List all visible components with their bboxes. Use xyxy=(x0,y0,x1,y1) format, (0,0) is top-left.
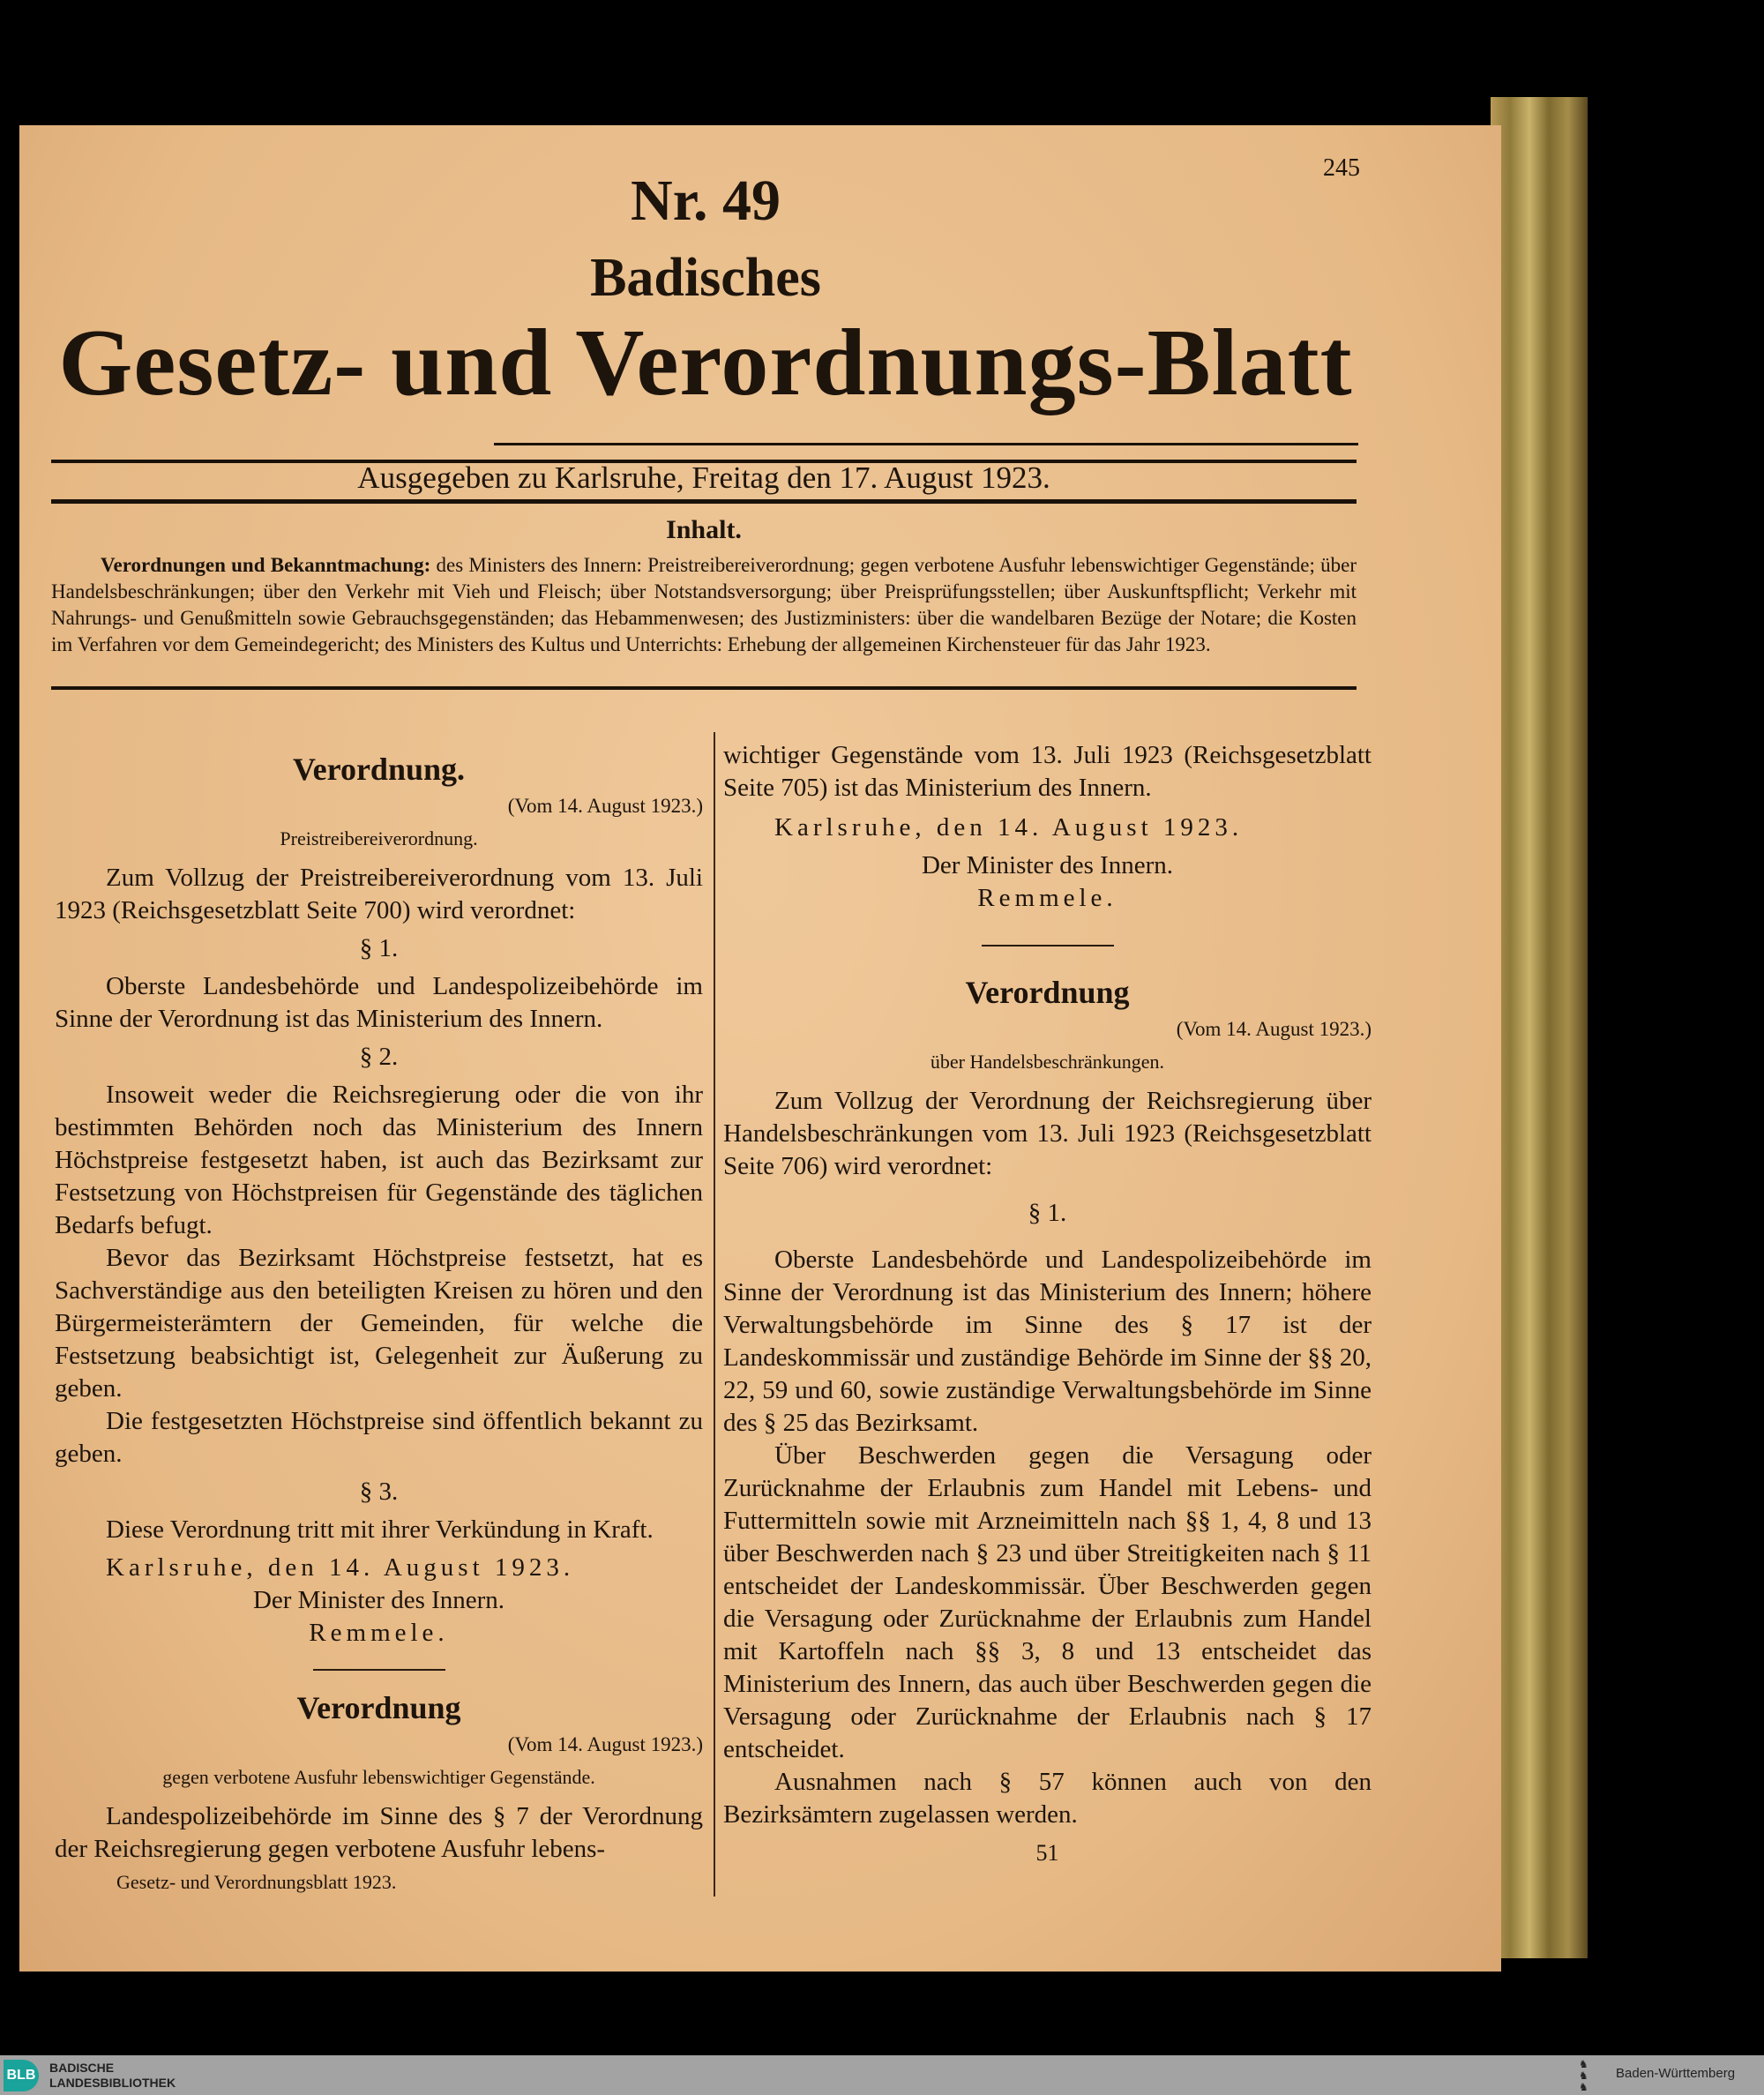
column-divider xyxy=(714,732,715,1897)
contents-lead: Verordnungen und Bekanntmachung: xyxy=(101,554,431,576)
section-mark: § 3. xyxy=(359,1478,399,1506)
paragraph: Landespolizeibehörde im Sinne des § 7 der Verordnung der Reichsregierung gegen verbotene Ausfuhr lebens- xyxy=(55,1802,703,1863)
minister: Der Minister des Innern. xyxy=(921,851,1174,879)
decree-title: Verordnung. xyxy=(292,752,466,787)
place-date: Karlsruhe, den 14. August 1923. xyxy=(106,1553,575,1582)
paragraph: Oberste Landesbehörde und Landespolizeibehörde im Sinne der Verordnung ist das Ministerium des Innern; höhere Verwaltungsbehörde im Sinne des § 17 ist der Landeskommissär und zuständige Behörde im Sinne der §§ 20, 22, 59 und 60, sowie zuständige Verwaltungsbehörde im Sinne des § 25 das Bezirksamt. xyxy=(723,1246,1372,1437)
book-edges xyxy=(1491,97,1588,1958)
title-line1: Badisches xyxy=(590,248,821,308)
paragraph: Insoweit weder die Reichsregierung oder die von ihr bestimmten Behörden noch das Ministerium des Innern Höchstpreise festgesetzt haben, ist auch das Bezirksamt zur Festsetzung von Höchstpreisen für Gegenstände des täglichen Bedarfs befugt. xyxy=(55,1081,703,1239)
library-name-1: BADISCHE xyxy=(49,2061,115,2075)
minister: Der Minister des Innern. xyxy=(252,1586,505,1614)
signature: Remmele. xyxy=(309,1619,449,1647)
paragraph: Die festgesetzten Höchstpreise sind öffentlich bekannt zu geben. xyxy=(55,1407,703,1468)
paragraph: Über Beschwerden gegen die Versagung oder Zurücknahme der Erlaubnis zum Handel mit Lebens- und Futtermitteln sowie mit Arzneimitteln nach §§ 1, 4, 8 und 13 über Beschwerden nach § 23 und über Streitigkeiten nach § 11 entscheidet der Landeskommissär. Über Beschwerden gegen die Versagung oder Zurücknahme der Erlaubnis zum Handel mit Kartoffeln nach §§ 3, 8 und 13 entscheidet das Ministerium des Innern, das auch über Beschwerden gegen die Versagung oder Zurücknahme der Erlaubnis nach § 17 entscheidet. xyxy=(723,1441,1372,1763)
decree-date: (Vom 14. August 1923.) xyxy=(507,1733,703,1755)
separator xyxy=(982,945,1114,946)
page-number: 245 xyxy=(1323,154,1360,182)
paragraph: Zum Vollzug der Verordnung der Reichsregierung über Handelsbeschränkungen vom 13. Juli 1923 (Reichsgesetzblatt Seite 706) wird verordnet: xyxy=(723,1087,1372,1180)
paragraph: Zum Vollzug der Preistreibereiverordnung vom 13. Juli 1923 (Reichsgesetzblatt Seite 700) wird verordnet: xyxy=(55,864,703,924)
issue-number: Nr. 49 xyxy=(631,168,781,233)
contents-heading: Inhalt. xyxy=(666,515,742,544)
left-column xyxy=(55,732,703,1898)
section-mark: § 1. xyxy=(1028,1199,1067,1227)
decree-subtitle: gegen verbotene Ausfuhr lebenswichtiger Gegenstände. xyxy=(162,1766,595,1788)
state-name[interactable]: Baden-Württemberg xyxy=(1616,2066,1736,2081)
viewer-footer xyxy=(0,2055,1764,2095)
decree-title: Verordnung xyxy=(965,975,1130,1010)
separator xyxy=(313,1669,445,1671)
decree-title: Verordnung xyxy=(296,1690,461,1725)
paragraph: Bevor das Bezirksamt Höchstpreise festsetzt, hat es Sachverständige aus den beteiligten Kreisen zu hören und den Bürgermeisterämtern der Gemeinden, für welche die Festsetzung beabsichtigt ist, Gelegenheit zur Äußerung zu geben. xyxy=(55,1244,703,1403)
issue-date: Ausgegeben zu Karlsruhe, Freitag den 17. August 1923. xyxy=(357,460,1050,495)
library-name[interactable] xyxy=(49,2061,176,2091)
decree-subtitle: über Handelsbeschränkungen. xyxy=(930,1051,1165,1073)
decree-date: (Vom 14. August 1923.) xyxy=(507,795,703,817)
contents-body: des Ministers des Innern: Preistreibereiverordnung; gegen verbotene Ausfuhr lebenswichtiger Gegenstände; über Handelsbeschränkungen; über den Verkehr mit Vieh und Fleisch; über Notstandsversorgung; über Preisprüfungsstellen; über Auskunftspflicht; Verkehr mit Nahrungs- und Genußmitteln sowie Gebrauchsgegenständen; das Hebammenwesen; des Justizministers: über die wandelbaren Bezüge der Notare; die Kosten im Verfahren vor dem Gemeindegericht; des Ministers des Kultus und Unterrichts: Erhebung der allgemeinen Kirchensteuer für das Jahr 1923. xyxy=(51,554,1357,655)
rule xyxy=(51,686,1357,690)
footer-note: Gesetz- und Verordnungsblatt 1923. xyxy=(116,1871,397,1893)
section-mark: § 2. xyxy=(359,1043,399,1071)
decree-date: (Vom 14. August 1923.) xyxy=(1176,1018,1372,1040)
paragraph: Ausnahmen nach § 57 können auch von den Bezirksämtern zugelassen werden. xyxy=(723,1768,1372,1829)
contents-text xyxy=(51,552,1357,658)
paragraph: wichtiger Gegenstände vom 13. Juli 1923 (Reichsgesetzblatt Seite 705) ist das Ministerium des Innern. xyxy=(723,741,1372,802)
rule xyxy=(51,499,1357,504)
title-line2: Gesetz- und Verordnungs-Blatt xyxy=(58,311,1353,415)
place-date: Karlsruhe, den 14. August 1923. xyxy=(774,813,1244,842)
blb-logo[interactable]: BLB xyxy=(4,2060,39,2091)
paragraph: Diese Verordnung tritt mit ihrer Verkündung in Kraft. xyxy=(106,1515,654,1544)
section-mark: § 1. xyxy=(359,934,399,962)
right-column xyxy=(723,739,1372,1869)
lions-icon: ♞ ♞ ♞ xyxy=(1579,2058,1588,2093)
rule xyxy=(494,443,1358,445)
paragraph: Oberste Landesbehörde und Landespolizeibehörde im Sinne der Verordnung ist das Ministerium des Innern. xyxy=(55,972,703,1033)
signature: Remmele. xyxy=(977,884,1117,912)
library-name-2: LANDESBIBLIOTHEK xyxy=(49,2076,176,2090)
decree-subtitle: Preistreibereiverordnung. xyxy=(280,827,478,849)
sheet-number: 51 xyxy=(1035,1840,1059,1866)
